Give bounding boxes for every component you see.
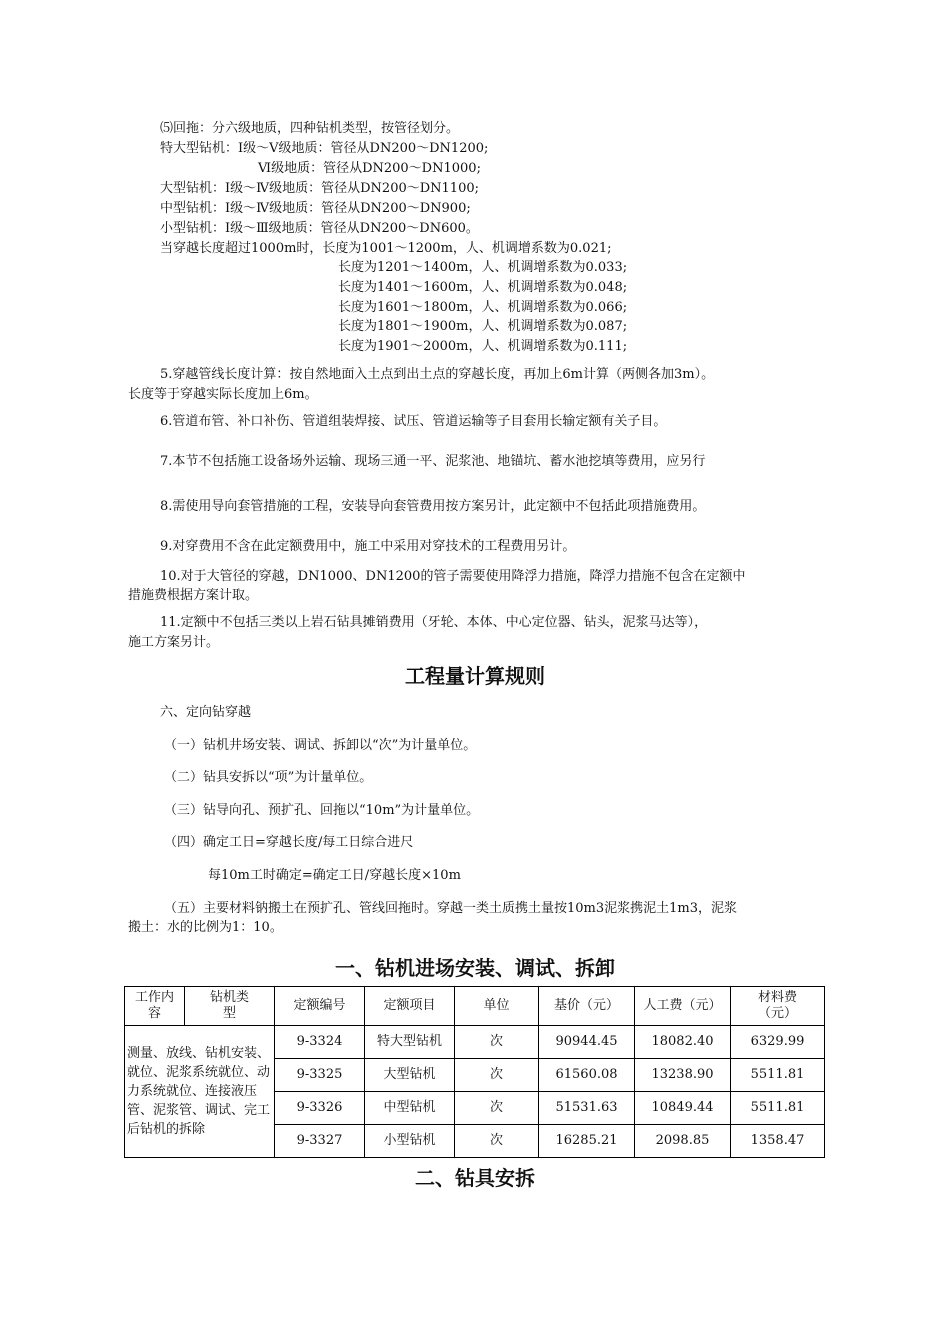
intro-line: 长度为1401～1600m，人、机调增系数为0.048; bbox=[338, 280, 628, 295]
cell-item: 大型钻机 bbox=[365, 1059, 455, 1092]
note-7: 7.本节不包括施工设备场外运输、现场三通一平、泥浆池、地锚坑、蓄水池挖填等费用，应另行 bbox=[160, 454, 706, 469]
cell-unit: 次 bbox=[455, 1059, 539, 1092]
cell-labor: 18082.40 bbox=[635, 1026, 731, 1059]
cell-base: 90944.45 bbox=[539, 1026, 635, 1059]
rule-item-cont: 搬土：水的比例为1：10。 bbox=[128, 920, 283, 935]
header-material-cost: 材料费（元） bbox=[731, 987, 825, 1026]
note-10: 10.对于大管径的穿越，DN1000、DN1200的管子需要使用降浮力措施，降浮力措施不包含在定额中 bbox=[160, 569, 746, 584]
rule-item: （一）钻机井场安装、调试、拆卸以“次”为计量单位。 bbox=[164, 738, 477, 753]
table-row bbox=[125, 1026, 825, 1059]
header-item: 定额项目 bbox=[365, 987, 455, 1026]
note-11: 11.定额中不包括三类以上岩石钻具摊销费用（牙轮、本体、中心定位器、钻头，泥浆马达等）， bbox=[160, 615, 708, 630]
cell-material: 5511.81 bbox=[731, 1092, 825, 1125]
cell-item: 中型钻机 bbox=[365, 1092, 455, 1125]
note-8: 8.需使用导向套管措施的工程，安装导向套管费用按方案另计，此定额中不包括此项措施费用。 bbox=[160, 499, 706, 514]
quota-table bbox=[124, 986, 825, 1158]
note-5-cont: 长度等于穿越实际长度加上6m。 bbox=[128, 387, 318, 402]
cell-unit: 次 bbox=[455, 1125, 539, 1158]
cell-base: 51531.63 bbox=[539, 1092, 635, 1125]
header-code: 定额编号 bbox=[275, 987, 365, 1026]
rule-formula: 每10m工时确定=确定工日/穿越长度×10m bbox=[208, 868, 461, 883]
header-drill-type: 钻机类型 bbox=[185, 987, 275, 1026]
intro-line: 大型钻机：Ⅰ级～Ⅳ级地质：管径从DN200～DN1100; bbox=[160, 181, 479, 196]
cell-code: 9-3326 bbox=[275, 1092, 365, 1125]
header-labor-cost: 人工费（元） bbox=[635, 987, 731, 1026]
intro-line: 长度为1201～1400m，人、机调增系数为0.033; bbox=[338, 260, 628, 275]
cell-material: 1358.47 bbox=[731, 1125, 825, 1158]
cell-code: 9-3325 bbox=[275, 1059, 365, 1092]
cell-labor: 10849.44 bbox=[635, 1092, 731, 1125]
header-work-content: 工作内容 bbox=[125, 987, 185, 1026]
cell-base: 16285.21 bbox=[539, 1125, 635, 1158]
cell-unit: 次 bbox=[455, 1026, 539, 1059]
intro-line: 特大型钻机：Ⅰ级～Ⅴ级地质：管径从DN200～DN1200; bbox=[160, 141, 489, 156]
cell-base: 61560.08 bbox=[539, 1059, 635, 1092]
intro-line: 中型钻机：Ⅰ级～Ⅳ级地质：管径从DN200～DN900; bbox=[160, 201, 471, 216]
intro-line: 小型钻机：Ⅰ级～Ⅲ级地质：管径从DN200～DN600。 bbox=[160, 221, 479, 236]
cell-unit: 次 bbox=[455, 1092, 539, 1125]
cell-item: 小型钻机 bbox=[365, 1125, 455, 1158]
section-title: 二、钻具安拆 bbox=[415, 1166, 535, 1190]
intro-line: Ⅵ级地质：管径从DN200～DN1000; bbox=[258, 161, 481, 176]
note-5: 5.穿越管线长度计算：按自然地面入土点到出土点的穿越长度，再加上6m计算（两侧各加3m）。 bbox=[160, 367, 715, 382]
rule-item: （二）钻具安拆以“项”为计量单位。 bbox=[164, 770, 373, 785]
intro-line: 长度为1901～2000m，人、机调增系数为0.111; bbox=[338, 339, 628, 354]
note-9: 9.对穿费用不含在此定额费用中，施工中采用对穿技术的工程费用另计。 bbox=[160, 539, 576, 554]
cell-code: 9-3327 bbox=[275, 1125, 365, 1158]
note-11-cont: 施工方案另计。 bbox=[128, 635, 220, 650]
work-content-cell: 测量、放线、钻机安装、就位、泥浆系统就位、动力系统就位、连接液压管、泥浆管、调试、完工后钻机的拆除 bbox=[125, 1026, 275, 1158]
rules-section: 六、定向钻穿越 bbox=[160, 705, 252, 720]
cell-item: 特大型钻机 bbox=[365, 1026, 455, 1059]
header-base-price: 基价（元） bbox=[539, 987, 635, 1026]
cell-material: 6329.99 bbox=[731, 1026, 825, 1059]
cell-code: 9-3324 bbox=[275, 1026, 365, 1059]
cell-material: 5511.81 bbox=[731, 1059, 825, 1092]
note-10-cont: 措施费根据方案计取。 bbox=[128, 588, 259, 603]
intro-line: 长度为1601～1800m，人、机调增系数为0.066; bbox=[338, 300, 628, 315]
cell-labor: 13238.90 bbox=[635, 1059, 731, 1092]
table-header-row bbox=[125, 987, 825, 1026]
intro-line: 当穿越长度超过1000m时，长度为1001～1200m，人、机调增系数为0.021; bbox=[160, 241, 612, 256]
rule-item: （五）主要材料钠搬土在预扩孔、管线回拖时。穿越一类土质携土量按10m3泥浆携泥土1m3，泥浆 bbox=[164, 901, 738, 916]
section-title: 一、钻机进场安装、调试、拆卸 bbox=[335, 956, 615, 980]
header-unit: 单位 bbox=[455, 987, 539, 1026]
intro-line: 长度为1801～1900m，人、机调增系数为0.087; bbox=[338, 319, 628, 334]
note-6: 6.管道布管、补口补伤、管道组装焊接、试压、管道运输等子目套用长输定额有关子目。 bbox=[160, 414, 667, 429]
intro-line: ⑸回拖：分六级地质，四种钻机类型，按管径划分。 bbox=[160, 121, 460, 136]
cell-labor: 2098.85 bbox=[635, 1125, 731, 1158]
rule-item: （三）钻导向孔、预扩孔、回拖以“10m”为计量单位。 bbox=[164, 803, 480, 818]
rules-title: 工程量计算规则 bbox=[405, 664, 545, 688]
rule-item: （四）确定工日=穿越长度/每工日综合进尺 bbox=[164, 835, 414, 850]
